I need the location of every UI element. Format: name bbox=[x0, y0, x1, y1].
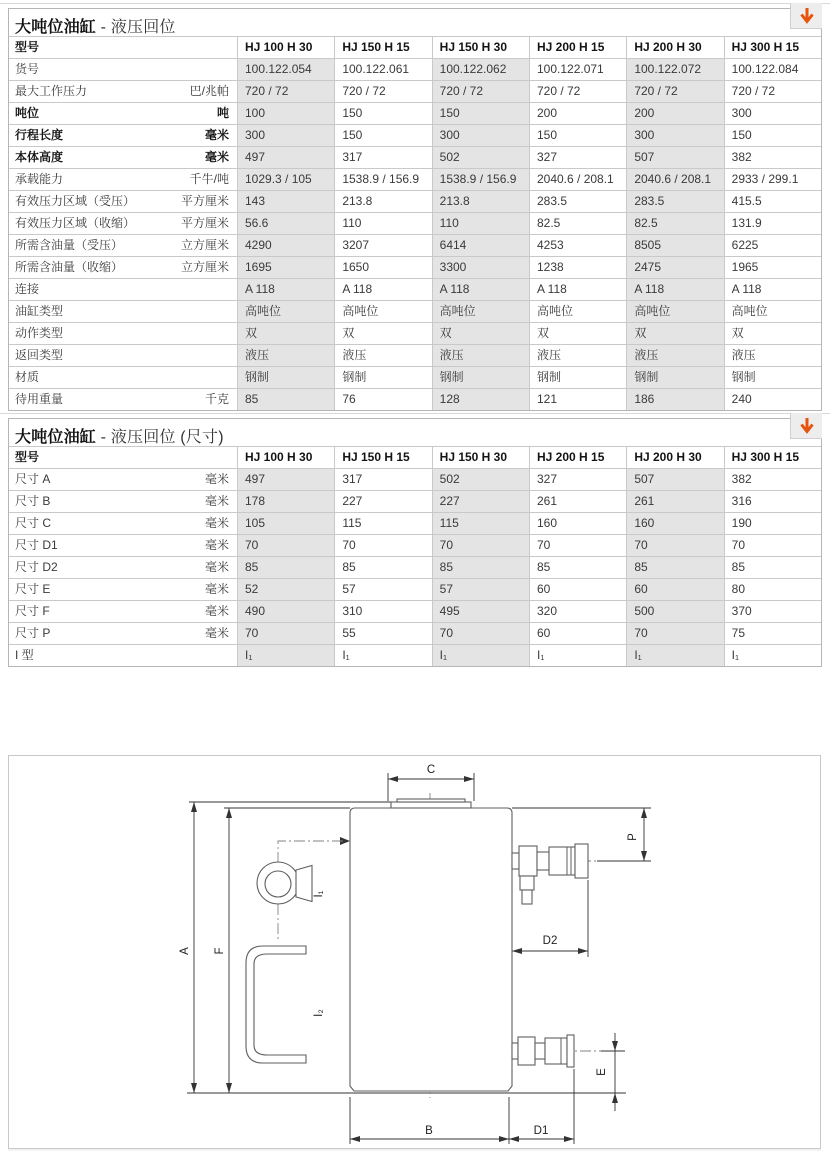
column-header: HJ 150 H 15 bbox=[334, 37, 431, 58]
table-title-sub: - 液压回位 bbox=[96, 19, 176, 36]
value-cell: 317 bbox=[334, 469, 431, 490]
column-header: HJ 100 H 30 bbox=[237, 447, 334, 468]
value-cell: 85 bbox=[237, 557, 334, 578]
column-header: HJ 200 H 15 bbox=[529, 447, 626, 468]
row-label-cell bbox=[9, 469, 237, 490]
value-cell: 310 bbox=[334, 601, 431, 622]
row-label-cell bbox=[9, 557, 237, 578]
value-cell: 1538.9 / 156.9 bbox=[334, 169, 431, 190]
value-cell: 507 bbox=[626, 469, 723, 490]
row-label: 尺寸 D1 bbox=[15, 538, 58, 552]
value-cell: 80 bbox=[724, 579, 821, 600]
row-label: 有效压力区域（收缩） bbox=[15, 216, 136, 230]
row-label: 返回类型 bbox=[15, 348, 64, 362]
value-cell: A 118 bbox=[724, 279, 821, 300]
value-cell: A 118 bbox=[237, 279, 334, 300]
table-row bbox=[9, 367, 821, 389]
download-tab[interactable] bbox=[790, 413, 822, 439]
lifting-eye bbox=[257, 862, 312, 904]
dim-label-F: F bbox=[214, 947, 226, 955]
value-cell: 液压 bbox=[626, 345, 723, 366]
table-row bbox=[9, 279, 821, 301]
table-row bbox=[9, 469, 821, 491]
value-cell: 液压 bbox=[237, 345, 334, 366]
row-label-cell bbox=[9, 535, 237, 556]
value-cell: 70 bbox=[432, 535, 529, 556]
row-label: 油缸类型 bbox=[15, 304, 64, 318]
value-cell: 57 bbox=[334, 579, 431, 600]
table-row bbox=[9, 513, 821, 535]
value-cell: 261 bbox=[626, 491, 723, 512]
dim-label-D1: D1 bbox=[533, 1125, 549, 1137]
value-cell: 双 bbox=[334, 323, 431, 344]
value-cell: 261 bbox=[529, 491, 626, 512]
value-cell: A 118 bbox=[334, 279, 431, 300]
value-cell: 190 bbox=[724, 513, 821, 534]
value-cell: 143 bbox=[237, 191, 334, 212]
value-cell: 60 bbox=[626, 579, 723, 600]
row-unit: 毫米 bbox=[204, 560, 229, 574]
table-title-main: 大吨位油缸 bbox=[15, 429, 97, 446]
value-cell: 1650 bbox=[334, 257, 431, 278]
row-label-cell bbox=[9, 257, 237, 278]
value-cell: 3207 bbox=[334, 235, 431, 256]
value-cell: I₁ bbox=[334, 645, 431, 666]
row-unit: 毫米 bbox=[204, 150, 229, 164]
value-cell: 70 bbox=[626, 535, 723, 556]
row-label-cell bbox=[9, 213, 237, 234]
row-label-cell bbox=[9, 279, 237, 300]
row-label: 材质 bbox=[15, 370, 40, 384]
value-cell: 56.6 bbox=[237, 213, 334, 234]
value-cell: 105 bbox=[237, 513, 334, 534]
download-tab[interactable] bbox=[790, 3, 822, 29]
table-row bbox=[9, 191, 821, 213]
value-cell: 320 bbox=[529, 601, 626, 622]
dimension-table-title bbox=[9, 419, 821, 447]
row-unit: 平方厘米 bbox=[180, 194, 229, 208]
row-label: 尺寸 F bbox=[15, 604, 50, 618]
row-label-cell bbox=[9, 645, 237, 666]
table-row bbox=[9, 601, 821, 623]
row-label: 尺寸 B bbox=[15, 494, 51, 508]
table-row bbox=[9, 557, 821, 579]
row-label: 连接 bbox=[15, 282, 40, 296]
value-cell: 75 bbox=[724, 623, 821, 644]
value-cell: 128 bbox=[432, 389, 529, 410]
table-title-sub: - 液压回位 (尺寸) bbox=[96, 429, 224, 446]
row-label: 承载能力 bbox=[15, 172, 64, 186]
row-label-cell bbox=[9, 345, 237, 366]
value-cell: 283.5 bbox=[529, 191, 626, 212]
value-cell: 高吨位 bbox=[334, 301, 431, 322]
value-cell: 720 / 72 bbox=[626, 81, 723, 102]
column-header: HJ 100 H 30 bbox=[237, 37, 334, 58]
row-label-cell bbox=[9, 125, 237, 146]
value-cell: 85 bbox=[237, 389, 334, 410]
value-cell: 85 bbox=[334, 557, 431, 578]
row-unit: 千牛/吨 bbox=[189, 172, 229, 186]
value-cell: 1029.3 / 105 bbox=[237, 169, 334, 190]
value-cell: 115 bbox=[334, 513, 431, 534]
row-label-cell bbox=[9, 301, 237, 322]
row-unit: 毫米 bbox=[204, 538, 229, 552]
value-cell: 60 bbox=[529, 579, 626, 600]
model-header-cell bbox=[9, 37, 237, 58]
row-unit: 立方厘米 bbox=[180, 260, 229, 274]
row-label: 所需含油量（收缩） bbox=[15, 260, 124, 274]
value-cell: I₁ bbox=[626, 645, 723, 666]
cylinder-body bbox=[350, 808, 512, 1091]
row-unit: 千克 bbox=[204, 392, 229, 406]
cylinder-dimension-drawing bbox=[9, 756, 820, 1148]
value-cell: 370 bbox=[724, 601, 821, 622]
dimension-table-body bbox=[9, 469, 821, 666]
value-cell: 双 bbox=[529, 323, 626, 344]
value-cell: 55 bbox=[334, 623, 431, 644]
table-header-row bbox=[9, 447, 821, 469]
value-cell: 490 bbox=[237, 601, 334, 622]
dimension-table bbox=[8, 418, 822, 667]
row-unit: 毫米 bbox=[204, 582, 229, 596]
value-cell: 70 bbox=[626, 623, 723, 644]
value-cell: 300 bbox=[626, 125, 723, 146]
value-cell: 200 bbox=[529, 103, 626, 124]
value-cell: 186 bbox=[626, 389, 723, 410]
value-cell: 钢制 bbox=[237, 367, 334, 388]
column-header: HJ 300 H 15 bbox=[724, 447, 821, 468]
download-arrow-icon bbox=[799, 6, 815, 26]
value-cell: 160 bbox=[626, 513, 723, 534]
row-label: 所需含油量（受压） bbox=[15, 238, 124, 252]
value-cell: 70 bbox=[237, 623, 334, 644]
table-row bbox=[9, 389, 821, 410]
value-cell: 720 / 72 bbox=[724, 81, 821, 102]
row-unit: 毫米 bbox=[204, 472, 229, 486]
value-cell: 720 / 72 bbox=[529, 81, 626, 102]
value-cell: 720 / 72 bbox=[334, 81, 431, 102]
model-header-cell bbox=[9, 447, 237, 468]
value-cell: 双 bbox=[237, 323, 334, 344]
dimension-table-section bbox=[0, 413, 830, 667]
column-header: HJ 200 H 15 bbox=[529, 37, 626, 58]
coupler-fitting-upper bbox=[512, 844, 588, 904]
table-row bbox=[9, 257, 821, 279]
dim-label-D2: D2 bbox=[542, 935, 558, 947]
table-row bbox=[9, 81, 821, 103]
value-cell: 4290 bbox=[237, 235, 334, 256]
value-cell: 2040.6 / 208.1 bbox=[529, 169, 626, 190]
table-row bbox=[9, 103, 821, 125]
row-label: I 型 bbox=[15, 648, 34, 662]
value-cell: 钢制 bbox=[724, 367, 821, 388]
value-cell: 60 bbox=[529, 623, 626, 644]
row-label: 动作类型 bbox=[15, 326, 64, 340]
table-row bbox=[9, 645, 821, 666]
row-label: 行程长度 bbox=[15, 128, 64, 142]
table-row bbox=[9, 579, 821, 601]
value-cell: 160 bbox=[529, 513, 626, 534]
value-cell: 100 bbox=[237, 103, 334, 124]
table-row bbox=[9, 59, 821, 81]
value-cell: 150 bbox=[432, 103, 529, 124]
value-cell: 110 bbox=[334, 213, 431, 234]
value-cell: 100.122.062 bbox=[432, 59, 529, 80]
row-label: 尺寸 A bbox=[15, 472, 51, 486]
column-header: HJ 150 H 15 bbox=[334, 447, 431, 468]
value-cell: 720 / 72 bbox=[237, 81, 334, 102]
coupler-fitting-lower bbox=[512, 1035, 574, 1067]
value-cell: 76 bbox=[334, 389, 431, 410]
value-cell: 70 bbox=[334, 535, 431, 556]
value-cell: 液压 bbox=[724, 345, 821, 366]
value-cell: 高吨位 bbox=[529, 301, 626, 322]
model-header-label: 型号 bbox=[15, 40, 40, 54]
value-cell: 240 bbox=[724, 389, 821, 410]
dim-label-B: B bbox=[425, 1125, 433, 1137]
value-cell: 131.9 bbox=[724, 213, 821, 234]
value-cell: 150 bbox=[334, 103, 431, 124]
value-cell: 4253 bbox=[529, 235, 626, 256]
value-cell: 双 bbox=[626, 323, 723, 344]
value-cell: 327 bbox=[529, 469, 626, 490]
value-cell: 6225 bbox=[724, 235, 821, 256]
value-cell: 502 bbox=[432, 147, 529, 168]
row-label-cell bbox=[9, 389, 237, 410]
carrying-handle bbox=[246, 946, 306, 1063]
row-label-cell bbox=[9, 169, 237, 190]
table-row bbox=[9, 323, 821, 345]
row-label: 待用重量 bbox=[15, 392, 64, 406]
table-row bbox=[9, 125, 821, 147]
table-row bbox=[9, 345, 821, 367]
row-label: 尺寸 C bbox=[15, 516, 52, 530]
row-label-cell bbox=[9, 59, 237, 80]
row-label-cell bbox=[9, 191, 237, 212]
value-cell: 316 bbox=[724, 491, 821, 512]
row-label-cell bbox=[9, 491, 237, 512]
row-label-cell bbox=[9, 81, 237, 102]
value-cell: 497 bbox=[237, 147, 334, 168]
value-cell: 1538.9 / 156.9 bbox=[432, 169, 529, 190]
row-label-cell bbox=[9, 147, 237, 168]
value-cell: 液压 bbox=[432, 345, 529, 366]
value-cell: 100.122.071 bbox=[529, 59, 626, 80]
value-cell: 502 bbox=[432, 469, 529, 490]
value-cell: 1695 bbox=[237, 257, 334, 278]
row-label: 尺寸 D2 bbox=[15, 560, 58, 574]
value-cell: 110 bbox=[432, 213, 529, 234]
row-label: 货号 bbox=[15, 62, 40, 76]
value-cell: A 118 bbox=[529, 279, 626, 300]
value-cell: I₁ bbox=[237, 645, 334, 666]
value-cell: 1965 bbox=[724, 257, 821, 278]
technical-drawing-panel bbox=[8, 755, 821, 1149]
spec-table-section bbox=[0, 3, 830, 411]
row-label: 吨位 bbox=[15, 106, 40, 120]
value-cell: 115 bbox=[432, 513, 529, 534]
value-cell: 150 bbox=[724, 125, 821, 146]
table-row bbox=[9, 213, 821, 235]
table-row bbox=[9, 169, 821, 191]
value-cell: 高吨位 bbox=[237, 301, 334, 322]
value-cell: 300 bbox=[237, 125, 334, 146]
value-cell: 283.5 bbox=[626, 191, 723, 212]
table-row bbox=[9, 535, 821, 557]
row-unit: 毫米 bbox=[204, 604, 229, 618]
row-label-cell bbox=[9, 103, 237, 124]
value-cell: 382 bbox=[724, 147, 821, 168]
value-cell: 150 bbox=[334, 125, 431, 146]
value-cell: A 118 bbox=[626, 279, 723, 300]
value-cell: 382 bbox=[724, 469, 821, 490]
spec-table-body bbox=[9, 59, 821, 410]
spec-table bbox=[8, 8, 822, 411]
value-cell: 100.122.054 bbox=[237, 59, 334, 80]
value-cell: 液压 bbox=[334, 345, 431, 366]
value-cell: 317 bbox=[334, 147, 431, 168]
accessory-label-I1: I₁ bbox=[313, 890, 325, 898]
column-header: HJ 150 H 30 bbox=[432, 37, 529, 58]
value-cell: I₁ bbox=[724, 645, 821, 666]
value-cell: 70 bbox=[237, 535, 334, 556]
value-cell: 327 bbox=[529, 147, 626, 168]
value-cell: 双 bbox=[724, 323, 821, 344]
value-cell: 227 bbox=[334, 491, 431, 512]
value-cell: 227 bbox=[432, 491, 529, 512]
value-cell: 2475 bbox=[626, 257, 723, 278]
row-label: 尺寸 E bbox=[15, 582, 51, 596]
row-label: 有效压力区域（受压） bbox=[15, 194, 136, 208]
value-cell: A 118 bbox=[432, 279, 529, 300]
row-label-cell bbox=[9, 579, 237, 600]
value-cell: I₁ bbox=[432, 645, 529, 666]
column-header: HJ 300 H 15 bbox=[724, 37, 821, 58]
value-cell: 495 bbox=[432, 601, 529, 622]
value-cell: 100.122.061 bbox=[334, 59, 431, 80]
value-cell: 双 bbox=[432, 323, 529, 344]
value-cell: 100.122.084 bbox=[724, 59, 821, 80]
row-unit: 吨 bbox=[216, 106, 229, 120]
value-cell: 85 bbox=[724, 557, 821, 578]
row-unit: 毫米 bbox=[204, 494, 229, 508]
value-cell: 1238 bbox=[529, 257, 626, 278]
row-label-cell bbox=[9, 513, 237, 534]
table-row bbox=[9, 623, 821, 645]
value-cell: 415.5 bbox=[724, 191, 821, 212]
table-title-main: 大吨位油缸 bbox=[15, 19, 97, 36]
table-row bbox=[9, 235, 821, 257]
row-label-cell bbox=[9, 623, 237, 644]
value-cell: 钢制 bbox=[334, 367, 431, 388]
column-header: HJ 200 H 30 bbox=[626, 37, 723, 58]
value-cell: 钢制 bbox=[626, 367, 723, 388]
value-cell: 57 bbox=[432, 579, 529, 600]
value-cell: 高吨位 bbox=[432, 301, 529, 322]
value-cell: 100.122.072 bbox=[626, 59, 723, 80]
value-cell: 70 bbox=[432, 623, 529, 644]
value-cell: 150 bbox=[529, 125, 626, 146]
value-cell: 213.8 bbox=[432, 191, 529, 212]
value-cell: 200 bbox=[626, 103, 723, 124]
dim-label-C: C bbox=[426, 764, 436, 776]
row-label-cell bbox=[9, 367, 237, 388]
value-cell: 高吨位 bbox=[626, 301, 723, 322]
column-header: HJ 200 H 30 bbox=[626, 447, 723, 468]
row-label: 本体高度 bbox=[15, 150, 64, 164]
table-header-row bbox=[9, 37, 821, 59]
value-cell: 钢制 bbox=[432, 367, 529, 388]
value-cell: 2933 / 299.1 bbox=[724, 169, 821, 190]
value-cell: I₁ bbox=[529, 645, 626, 666]
row-label: 尺寸 P bbox=[15, 626, 51, 640]
value-cell: 85 bbox=[529, 557, 626, 578]
spec-table-title bbox=[9, 9, 821, 37]
accessory-label-I2: I₂ bbox=[313, 1009, 325, 1017]
row-unit: 毫米 bbox=[204, 626, 229, 640]
value-cell: 82.5 bbox=[626, 213, 723, 234]
value-cell: 52 bbox=[237, 579, 334, 600]
value-cell: 178 bbox=[237, 491, 334, 512]
value-cell: 钢制 bbox=[529, 367, 626, 388]
dim-label-P: P bbox=[627, 833, 639, 841]
row-unit: 平方厘米 bbox=[180, 216, 229, 230]
dim-label-A: A bbox=[179, 947, 191, 955]
value-cell: 121 bbox=[529, 389, 626, 410]
row-unit: 立方厘米 bbox=[180, 238, 229, 252]
row-unit: 巴/兆帕 bbox=[189, 84, 229, 98]
value-cell: 82.5 bbox=[529, 213, 626, 234]
download-arrow-icon bbox=[799, 416, 815, 436]
row-label-cell bbox=[9, 601, 237, 622]
column-header: HJ 150 H 30 bbox=[432, 447, 529, 468]
value-cell: 6414 bbox=[432, 235, 529, 256]
value-cell: 300 bbox=[432, 125, 529, 146]
value-cell: 高吨位 bbox=[724, 301, 821, 322]
value-cell: 497 bbox=[237, 469, 334, 490]
row-label-cell bbox=[9, 323, 237, 344]
row-label: 最大工作压力 bbox=[15, 84, 88, 98]
value-cell: 3300 bbox=[432, 257, 529, 278]
saddle bbox=[391, 799, 471, 808]
value-cell: 85 bbox=[432, 557, 529, 578]
value-cell: 2040.6 / 208.1 bbox=[626, 169, 723, 190]
value-cell: 720 / 72 bbox=[432, 81, 529, 102]
dim-label-E: E bbox=[596, 1068, 608, 1076]
value-cell: 300 bbox=[724, 103, 821, 124]
value-cell: 213.8 bbox=[334, 191, 431, 212]
value-cell: 507 bbox=[626, 147, 723, 168]
table-row bbox=[9, 301, 821, 323]
model-header-label: 型号 bbox=[15, 450, 40, 464]
value-cell: 500 bbox=[626, 601, 723, 622]
value-cell: 70 bbox=[724, 535, 821, 556]
value-cell: 8505 bbox=[626, 235, 723, 256]
row-label-cell bbox=[9, 235, 237, 256]
table-row bbox=[9, 147, 821, 169]
row-unit: 毫米 bbox=[204, 516, 229, 530]
value-cell: 85 bbox=[626, 557, 723, 578]
table-row bbox=[9, 491, 821, 513]
value-cell: 70 bbox=[529, 535, 626, 556]
row-unit: 毫米 bbox=[204, 128, 229, 142]
value-cell: 液压 bbox=[529, 345, 626, 366]
